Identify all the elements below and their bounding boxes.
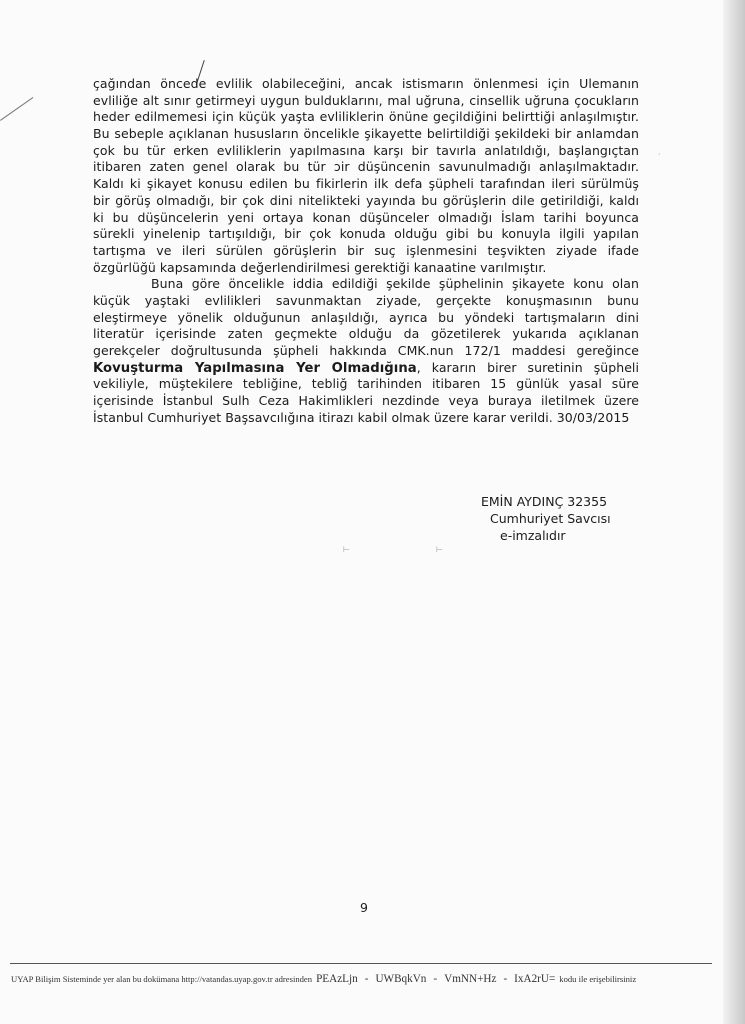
footer-separator: - — [433, 973, 438, 985]
decision-line — [93, 360, 639, 377]
body-line: küçük yaştaki evlilikleri savunmaktan ziyade, gerçekte konuşmasının bunu — [93, 292, 639, 308]
footer-code-part: VmNN+Hz — [444, 973, 497, 985]
footer-code-part: PEAzLjn — [316, 973, 358, 985]
signature-block — [481, 493, 611, 544]
footer-separator: - — [503, 973, 508, 985]
body-line: bir görüş olmadığı, bir çok dini nitelikteki yayında bu görüşlerin dile getirildiği, kaldı — [93, 192, 639, 208]
body-line: heder edilmemesi için küçük yaşta evliliklerin önüne geçildiğini belirttiği anlaşılmıştır. — [93, 109, 639, 125]
uyap-footer — [11, 969, 636, 987]
footer-divider — [10, 963, 712, 964]
closing-line: içerisinde İstanbul Sulh Ceza Hakimlikleri nezdinde veya buraya iletilmek üzere — [93, 393, 639, 409]
body-line: literatür içerisinde zaten geçmekte olduğu da gözetilerek yukarıda açıklanan — [93, 326, 639, 342]
footer-separator: - — [364, 973, 369, 985]
prosecutor-title: Cumhuriyet Savcısı — [490, 511, 611, 526]
scan-speck: ⊢ — [436, 545, 443, 554]
footer-prefix: UYAP Bilişim Sisteminde yer alan bu dokümana http://vatandas.uyap.gov.tr adresinden — [11, 974, 313, 984]
prosecutor-name: EMİN AYDINÇ 32355 — [481, 494, 608, 509]
body-line: tartışma ve ileri sürülen görüşlerin bir suç işlenmesini teşvikten ziyade ifade — [93, 242, 639, 258]
footer-code-part: UWBqkVn — [375, 973, 427, 985]
scan-edge-shadow — [723, 0, 745, 1024]
body-line: ki bu düşüncelerin yeni ortaya konan düşünceler olmadığı İslam tarihi boyunca — [93, 209, 639, 225]
scan-speck: · — [658, 150, 661, 159]
scan-speck: ⊢ — [343, 545, 350, 554]
body-line: eleştirmeye yönelik olduğunun anlaşıldığı, ayrıca bu yöndeki tartışmaların dini — [93, 309, 639, 325]
body-line: çağından öncede evlilik olabileceğini, ancak istismarın önlenmesi için Ulemanın — [93, 76, 639, 91]
decision-rest-text: , kararın birer suretinin şüpheli — [416, 359, 639, 375]
page-number: 9 — [360, 900, 368, 915]
closing-line: İstanbul Cumhuriyet Başsavcılığına itirazı kabil olmak üzere karar verildi. 30/03/2015 — [93, 409, 630, 425]
body-line: Buna göre öncelikle iddia edildiği şekilde şüphelinin şikayete konu olan — [151, 276, 639, 292]
footer-suffix: kodu ile erişebilirsiniz — [559, 974, 637, 984]
scan-artifact-mark-left — [0, 97, 68, 170]
body-line: özgürlüğü kapsamında değerlendirilmesi gerektiği kanaatine varılmıştır. — [93, 259, 547, 275]
body-line: Bu sebeple açıklanan hususların öncelikle şikayette belirtildiği şekildeki bir anlamdan — [93, 126, 639, 142]
body-line: itibaren zaten genel olarak bu tür ɔir düşüncenin savunulmadığı anlaşılmaktadır. — [93, 159, 639, 175]
closing-line: vekiliyle, müştekilere tebliğine, tebliğ tarihinden itibaren 15 günlük yasal süre — [93, 376, 639, 392]
body-line: evliliğe alt sınır getirmeyi uygun bulduklarını, mal uğruna, cinsellik uğruna çocukların — [93, 92, 639, 108]
decision-body-text — [93, 76, 639, 426]
body-line: Kaldı ki şikayet konusu edilen bu fikirlerin ilk defa şüpheli tarafından ileri sürülmüş — [93, 176, 639, 192]
esignature-note: e-imzalıdır — [500, 528, 566, 543]
footer-code-part: IxA2rU= — [514, 973, 556, 985]
body-line: gerekçeler doğrultusunda şüpheli hakkında CMK.nun 172/1 maddesi gereğince — [93, 343, 639, 358]
decision-bold-text: Kovuşturma Yapılmasına Yer Olmadığına — [93, 360, 417, 376]
body-line: çok bu tür erken evliliklerin yapılmasına karşı bir tavırla anlatıldığı, başlangıçtan — [93, 142, 639, 158]
body-line: sürekli yinelenip tartışıldığı, bir çok konuda olduğu gibi bu konuyla ilgili yapılan — [93, 226, 639, 242]
